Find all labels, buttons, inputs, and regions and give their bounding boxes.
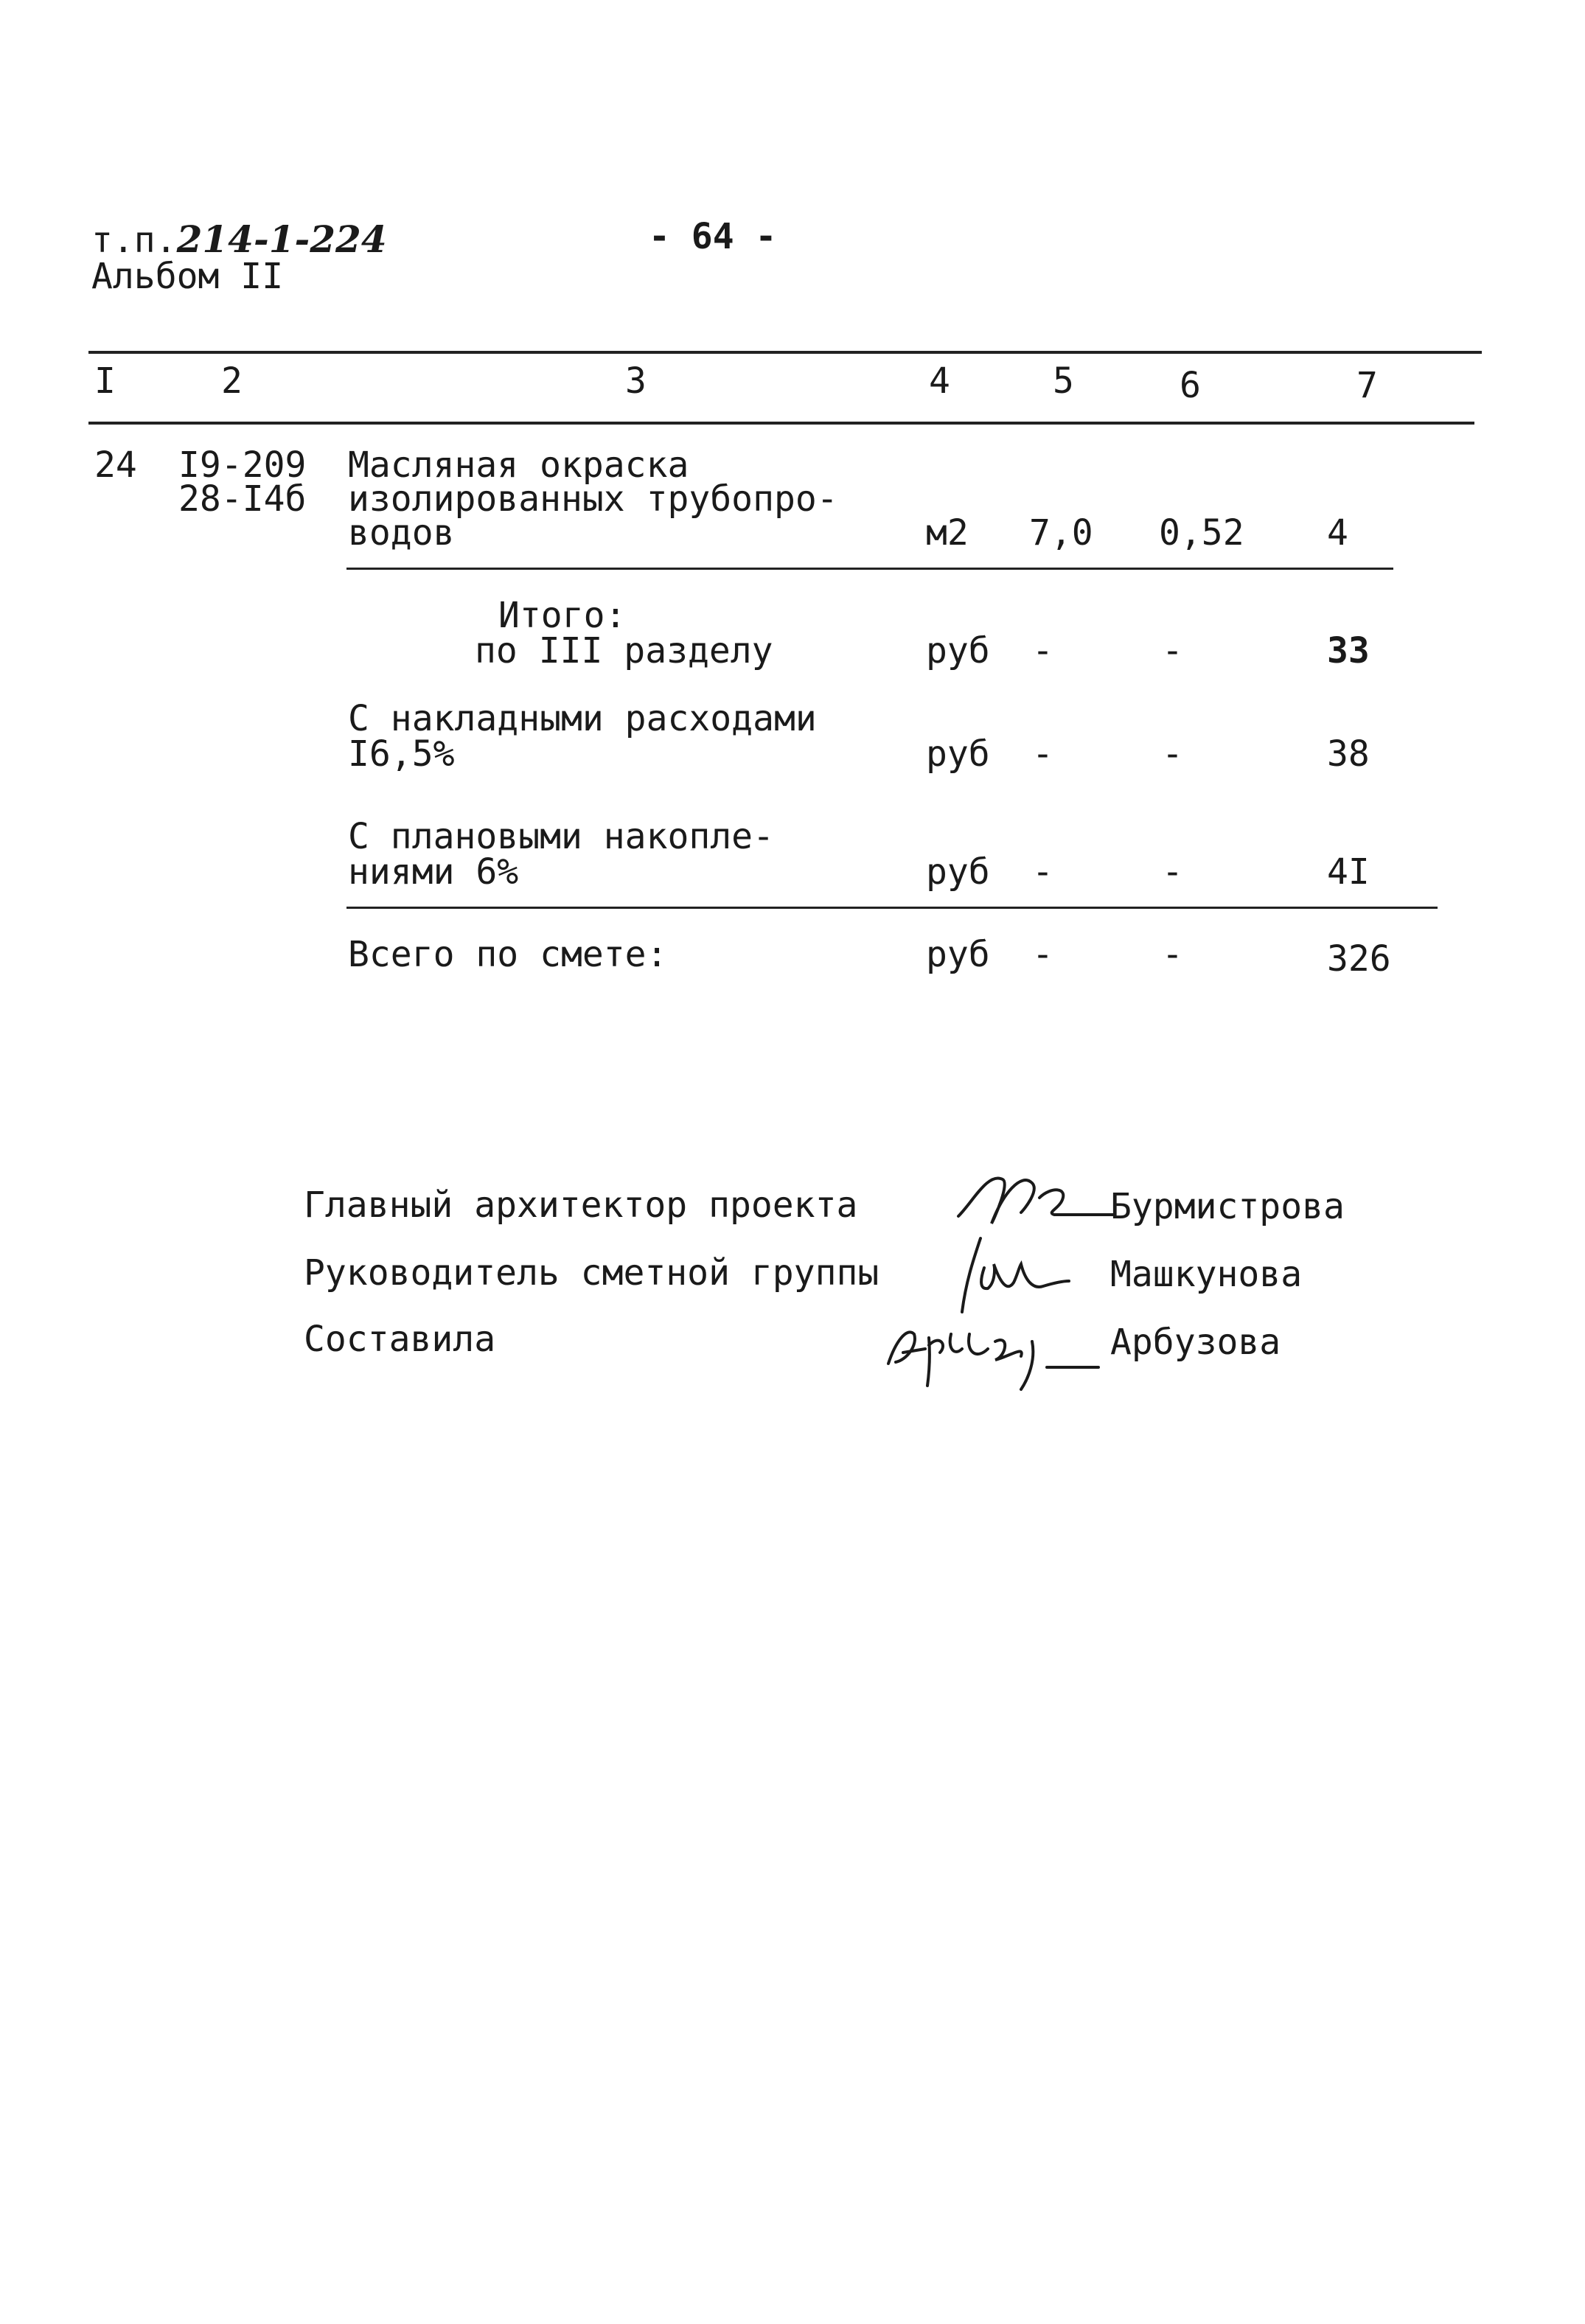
grand-total-col6: - [1162, 934, 1183, 975]
table-header-rule [88, 422, 1474, 425]
row-bottom-rule [346, 568, 1393, 570]
row-code-line1: I9-209 [178, 444, 307, 486]
row-number: 24 [94, 444, 137, 486]
summary-total: 33 [1327, 630, 1370, 671]
tp-prefix: т.п. [91, 220, 177, 261]
planned-total: 4I [1327, 851, 1370, 893]
summary-unit: руб [926, 630, 990, 671]
summary-bottom-rule [346, 907, 1438, 909]
grand-total-label: Всего по смете: [348, 934, 668, 975]
col-header-2: 2 [221, 360, 243, 402]
planned-col6: - [1162, 851, 1183, 893]
row-code-line2: 28-I4б [178, 478, 307, 520]
row-price: 0,52 [1159, 512, 1244, 554]
summary-label-line1: Итого: [498, 595, 627, 636]
overhead-total: 38 [1327, 733, 1370, 775]
signature-role-compiler: Составила [304, 1319, 496, 1360]
tp-label [91, 217, 387, 261]
overhead-col6: - [1162, 733, 1183, 775]
album-label: Альбом II [91, 256, 284, 297]
signature-role-estimate-head: Руководитель сметной группы [304, 1252, 879, 1294]
row-desc-line2: изолированных трубопро- [348, 478, 838, 520]
col-header-7: 7 [1356, 365, 1378, 406]
grand-total-value: 326 [1327, 938, 1391, 980]
col-header-3: 3 [625, 360, 647, 402]
overhead-label-line2: I6,5% [348, 733, 455, 775]
col-header-6: 6 [1180, 365, 1201, 406]
planned-unit: руб [926, 851, 990, 893]
handwritten-signature-3 [877, 1305, 1113, 1400]
signature-name-arbuzova: Арбузова [1110, 1322, 1281, 1363]
summary-col5: - [1032, 630, 1053, 671]
row-unit: м2 [926, 512, 969, 554]
signature-name-burmistrova: Бурмистрова [1110, 1186, 1345, 1227]
col-header-1: I [94, 360, 116, 402]
col-header-4: 4 [929, 360, 950, 402]
table-top-rule [88, 351, 1482, 354]
planned-col5: - [1032, 851, 1053, 893]
planned-label-line2: ниями 6% [348, 851, 519, 893]
col-header-5: 5 [1053, 360, 1074, 402]
row-qty: 7,0 [1029, 512, 1093, 554]
grand-total-unit: руб [926, 934, 990, 975]
row-desc-line1: Масляная окраска [348, 444, 689, 486]
planned-label-line1: С плановыми накопле- [348, 816, 774, 857]
overhead-col5: - [1032, 733, 1053, 775]
summary-col6: - [1162, 630, 1183, 671]
page-number: - 64 - [649, 216, 777, 257]
row-desc-line3: водов [348, 512, 455, 554]
row-total: 4 [1327, 512, 1348, 554]
tp-number: 214-1-224 [176, 217, 387, 261]
overhead-unit: руб [926, 733, 990, 775]
grand-total-col5: - [1032, 934, 1053, 975]
signature-role-chief-architect: Главный архитектор проекта [304, 1184, 858, 1226]
summary-label-line2: по III разделу [475, 630, 773, 671]
signature-name-mashkunova: Машкунова [1110, 1254, 1303, 1295]
overhead-label-line1: С накладными расходами [348, 698, 817, 739]
